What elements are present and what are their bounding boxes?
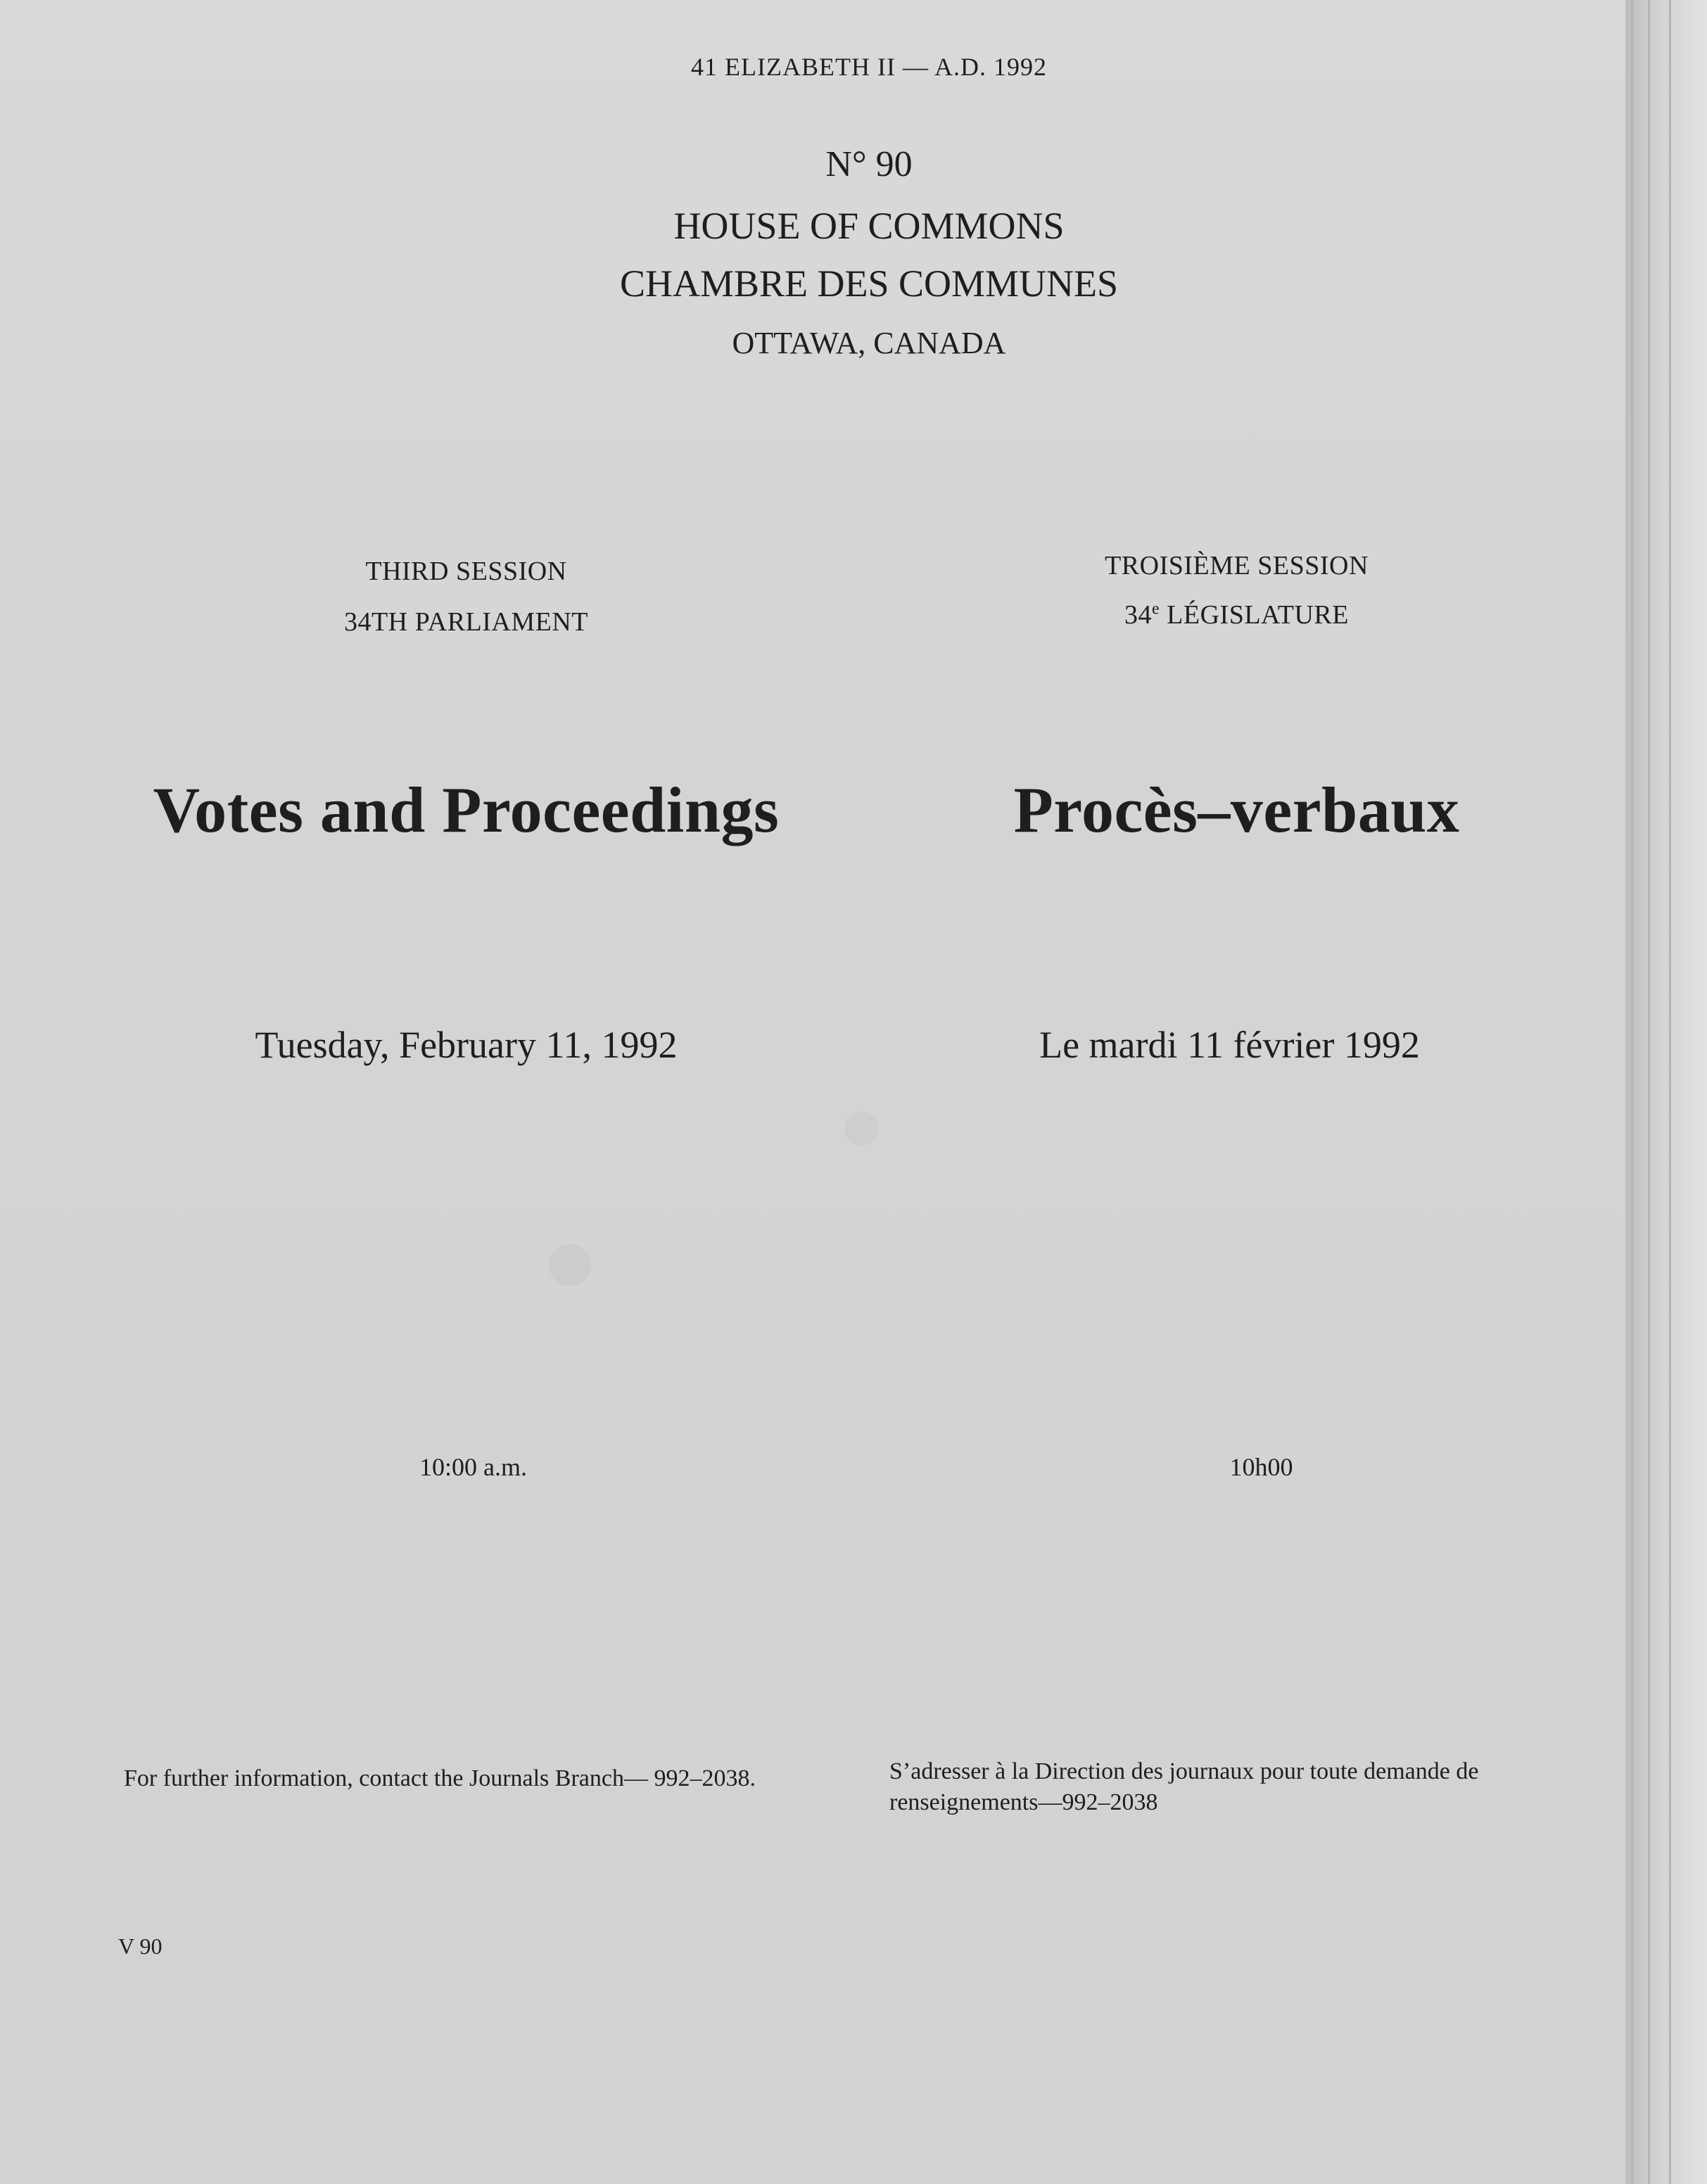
sitting-time-fr: 10h00: [1229, 1453, 1293, 1481]
date-en: Tuesday, February 11, 1992: [255, 1024, 678, 1066]
regnal-year: 41 ELIZABETH II — A.D. 1992: [691, 53, 1047, 81]
title-en: Votes and Proceedings: [153, 774, 780, 846]
location: OTTAWA, CANADA: [732, 326, 1006, 360]
folio-number: V 90: [118, 1934, 163, 1959]
date-fr: Le mardi 11 février 1992: [1039, 1024, 1420, 1066]
title-fr: Procès–verbaux: [1013, 774, 1460, 846]
session-en: THIRD SESSION: [365, 557, 567, 586]
parliament-fr-word: LÉGISLATURE: [1160, 600, 1349, 630]
session-fr: TROISIÈME SESSION: [1105, 551, 1369, 580]
sitting-time-en: 10:00 a.m.: [419, 1453, 527, 1481]
parliament-en: 34TH PARLIAMENT: [343, 607, 589, 637]
parliament-fr: [862, 599, 1611, 630]
contact-info-fr: S’adresser à la Direction des journaux pour toute demande de renseignements—992–2038: [889, 1758, 1479, 1815]
house-name-fr: CHAMBRE DES COMMUNES: [619, 262, 1119, 305]
issue-number: N° 90: [825, 144, 913, 184]
parliament-fr-number: 34: [1124, 600, 1153, 630]
parliament-fr-superscript: e: [1152, 599, 1160, 618]
scan-smudge: [844, 1112, 878, 1145]
scan-smudge: [549, 1244, 591, 1286]
house-name-en: HOUSE OF COMMONS: [673, 205, 1065, 247]
contact-info-en: For further information, contact the Journals Branch— 992–2038.: [124, 1765, 756, 1791]
